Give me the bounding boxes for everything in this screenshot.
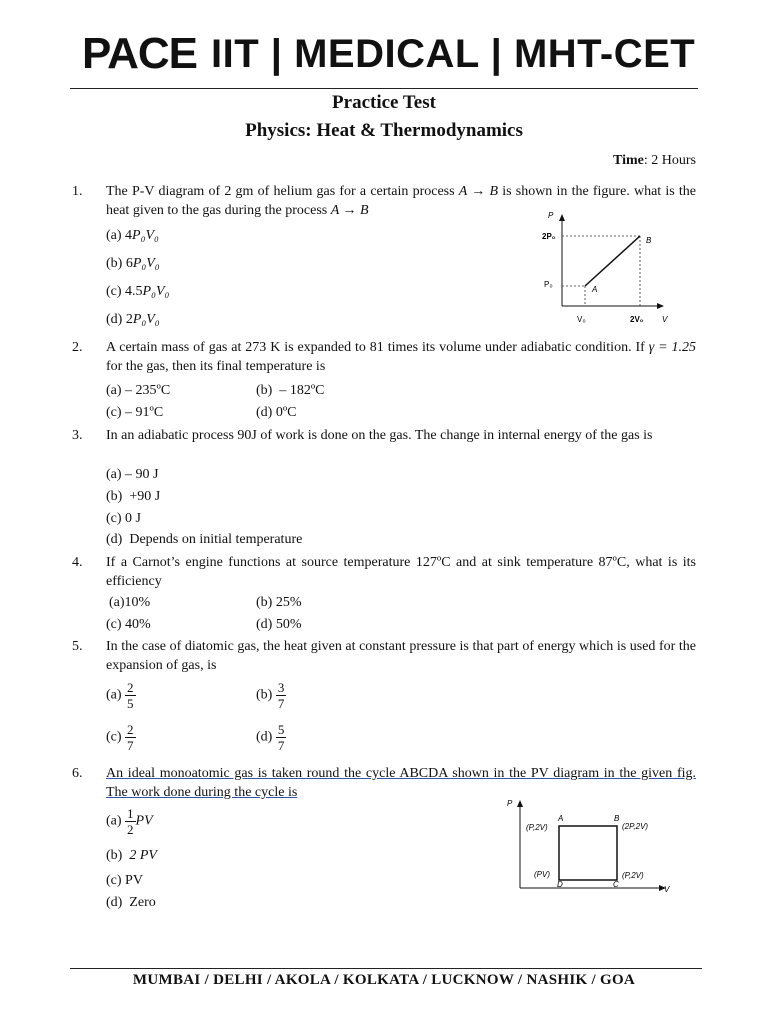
pv-diagram-q1	[530, 210, 680, 328]
d-coord-label: (PV)	[534, 870, 550, 879]
p-axis-label: P	[507, 799, 513, 808]
v-axis-label: V	[664, 885, 670, 894]
option[interactable]: (c) 40%	[106, 617, 151, 632]
v-low-label: V₀	[577, 315, 586, 324]
option[interactable]: (d) Depends on initial temperature	[106, 532, 303, 547]
option[interactable]: (d) Zero	[106, 895, 156, 910]
question-text: In the case of diatomic gas, the heat given at constant pressure is that part of energy which is used for the expansion of gas, is	[106, 639, 696, 673]
option[interactable]: (b) +90 J	[106, 489, 161, 504]
streams-title: IIT | MEDICAL | MHT-CET	[210, 31, 696, 76]
option[interactable]: (b) 6P₀V₀	[106, 256, 160, 271]
point-a-label: A	[558, 814, 564, 823]
time-label: Time	[613, 153, 644, 168]
pv-diagram-q6	[502, 796, 680, 898]
a-coord-label: (P,2V)	[526, 823, 548, 832]
option[interactable]: (d) 2P₀V₀	[106, 312, 160, 327]
page-title: Practice Test	[332, 92, 436, 113]
option[interactable]: (a)10%	[109, 595, 151, 610]
p-axis-label: P	[548, 211, 554, 220]
question-number: 2.	[72, 340, 83, 355]
option[interactable]: (d) 0ºC	[256, 405, 297, 420]
point-c-label: C	[613, 880, 619, 889]
option[interactable]: (b) 2 PV	[106, 848, 157, 863]
question-number: 6.	[72, 766, 83, 781]
c-coord-label: (P,2V)	[622, 871, 644, 880]
v-high-label: 2V₀	[630, 315, 644, 324]
option[interactable]: (c) $\frac{2}{7}$	[106, 722, 134, 753]
header-divider	[70, 88, 698, 89]
question-text: A certain mass of gas at 273 K is expanded to 81 times its volume under adiabatic condition. If γ = 1.25 for the gas, then its final temperature is	[106, 340, 696, 374]
option[interactable]: (a) – 235ºC	[106, 383, 171, 398]
pace-logo: PACE	[82, 29, 197, 78]
option[interactable]: (c) 4.5P₀V₀	[106, 284, 170, 299]
point-a-label: A	[592, 285, 598, 294]
point-b-label: B	[614, 814, 620, 823]
time-value: : 2 Hours	[643, 153, 696, 168]
p-low-label: P₀	[544, 280, 553, 289]
question-text: If a Carnot’s engine functions at source temperature 127ºC and at sink temperature 87ºC, what is its efficiency	[106, 555, 696, 589]
time-info	[613, 153, 696, 169]
option[interactable]: (d) 50%	[256, 617, 302, 632]
question-text: In an adiabatic process 90J of work is done on the gas. The change in internal energy of the gas is	[106, 428, 653, 443]
point-b-label: B	[646, 236, 652, 245]
option[interactable]: (b) $\frac{3}{7}$	[256, 680, 285, 711]
option[interactable]: (a) – 90 J	[106, 467, 159, 482]
question-text: An ideal monoatomic gas is taken round the cycle ABCDA shown in the PV diagram in the given fig. The work done during the cycle is	[106, 766, 696, 800]
footer-divider	[70, 968, 702, 969]
question-number: 3.	[72, 428, 83, 443]
option[interactable]: (d) $\frac{5}{7}$	[256, 722, 285, 753]
option[interactable]: (a) 4P₀V₀	[106, 228, 159, 243]
footer-cities: MUMBAI / DELHI / AKOLA / KOLKATA / LUCKNOW / NASHIK / GOA	[132, 972, 636, 988]
option[interactable]: (c) 0 J	[106, 511, 141, 526]
p-top-label: 2P₀	[542, 232, 556, 241]
v-axis-label: V	[662, 315, 668, 324]
question-number: 5.	[72, 639, 83, 654]
page-subtitle: Physics: Heat & Thermodynamics	[245, 120, 523, 141]
option[interactable]: (b) 25%	[256, 595, 302, 610]
option[interactable]: (a) $\frac{1}{2}$ PV	[106, 806, 153, 837]
option[interactable]: (a) $\frac{2}{5}$	[106, 680, 134, 711]
brand-header	[82, 30, 702, 78]
question-number: 4.	[72, 555, 83, 570]
point-d-label: D	[557, 880, 563, 889]
option[interactable]: (b) – 182ºC	[256, 383, 325, 398]
question-number: 1.	[72, 184, 83, 199]
question-text: The P-V diagram of 2 gm of helium gas for a certain process A → B is shown in the figure. what is the heat given to the gas during the process A → B	[106, 184, 697, 218]
b-coord-label: (2P,2V)	[622, 822, 649, 831]
option[interactable]: (c) PV	[106, 873, 143, 888]
option[interactable]: (c) – 91ºC	[106, 405, 164, 420]
